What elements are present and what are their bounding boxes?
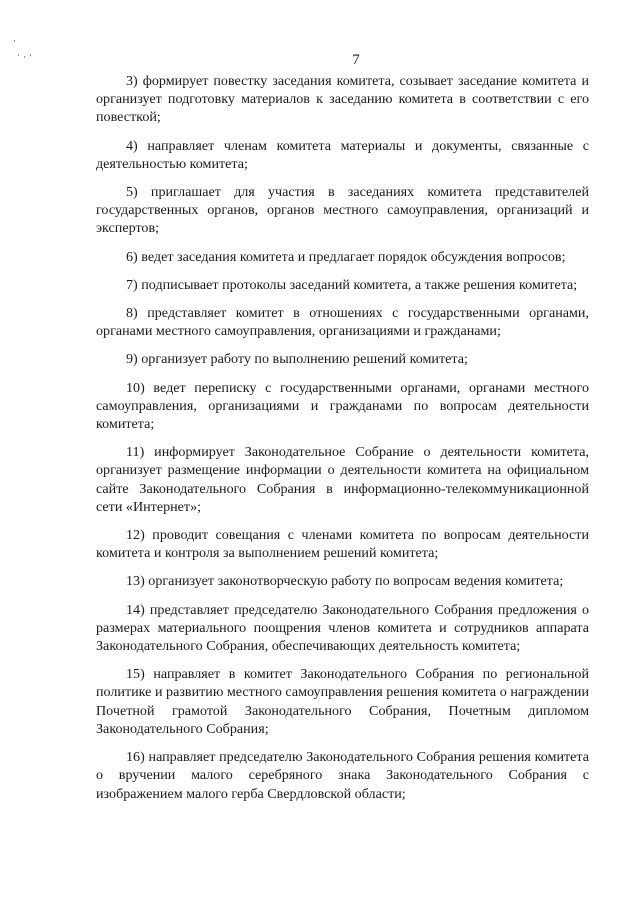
list-item: 12) проводит совещания с членами комитета по вопросам деятельности комитета и контроля за выполнением решений комитета;: [96, 527, 589, 562]
list-item: 9) организует работу по выполнению решений комитета;: [126, 351, 468, 368]
list-item: 5) приглашает для участия в заседаниях комитета представителей государственных органов, органов местного самоуправления, организаций и экспертов;: [96, 184, 589, 237]
list-item: 4) направляет членам комитета материалы и документы, связанные с деятельностью комитета;: [96, 137, 589, 172]
list-item: 6) ведет заседания комитета и предлагает порядок обсуждения вопросов;: [126, 248, 566, 265]
document-body: [96, 72, 589, 813]
list-item: 14) представляет председателю Законодательного Собрания предложения о размерах материального поощрения членов комитета и сотрудников аппарата Законодательного Собрания, обеспечивающих деятельность комитета;: [96, 601, 589, 655]
list-item: 8) представляет комитет в отношениях с государственными органами, органами местного самоуправления, организациями и гражданами;: [96, 305, 589, 340]
list-item: 10) ведет переписку с государственными органами, органами местного самоуправления, организациями и гражданами по вопросам деятельности комитета;: [96, 379, 589, 433]
list-item: 13) организует законотворческую работу по вопросам ведения комитета;: [126, 573, 564, 590]
list-item: 15) направляет в комитет Законодательного Собрания по региональной политике и развитию местного самоуправления решения комитета о награждении Почетной грамотой Законодательного Собрания, Почетным дипломом Законодательного Собрания;: [96, 666, 589, 737]
list-item: 3) формирует повестку заседания комитета, созывает заседание комитета и организует подготовку материалов к заседанию комитета в соответствии с его повесткой;: [96, 73, 589, 126]
page-number: 7: [352, 52, 360, 68]
list-item: 11) информирует Законодательное Собрание о деятельности комитета, организует размещение информации о деятельности комитета на официальном сайте Законодательного Собрания в информационно-телекоммуникационной сети «Интернет»;: [96, 444, 589, 515]
list-item: 7) подписывает протоколы заседаний комитета, а также решения комитета;: [126, 276, 578, 293]
list-item: 16) направляет председателю Законодательного Собрания решения комитета о вручении малого серебряного знака Законодательного Собрания с изображением малого герба Свердловской области;: [96, 749, 589, 802]
